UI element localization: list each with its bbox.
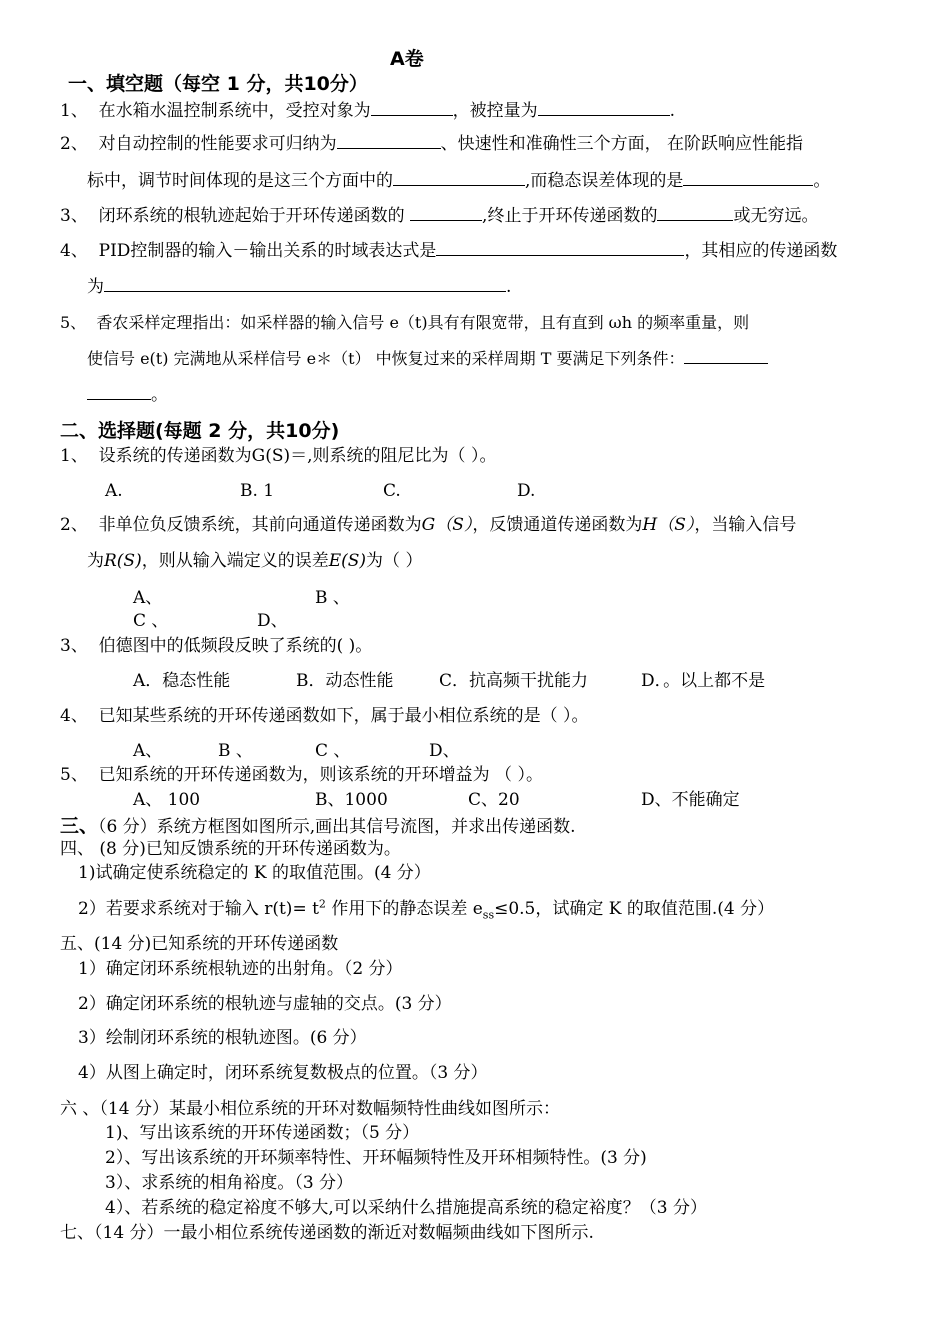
section-3: [60, 815, 576, 838]
option-c[interactable]: C、20: [468, 790, 520, 810]
option-d[interactable]: D、: [257, 611, 288, 631]
q-text: 使信号 e(t) 完满地从采样信号 e＊（t） 中恢复过来的采样周期 T 要满足下列条件：: [87, 349, 685, 368]
s1-q5: [60, 312, 749, 334]
answer-blank[interactable]: [393, 170, 525, 186]
option-d[interactable]: D、不能确定: [641, 790, 740, 810]
q-text: 。: [151, 385, 168, 405]
s5-item: 4）从图上确定时，闭环系统复数极点的位置。（3 分）: [78, 1063, 488, 1083]
q-text: ,终止于开环传递函数的: [482, 206, 658, 226]
answer-blank[interactable]: [538, 100, 670, 116]
section-2-heading: 二、选择题(每题 2 分，共10分): [60, 420, 340, 442]
q-number: 2、: [60, 134, 88, 154]
option-b[interactable]: B. 1: [240, 481, 275, 501]
answer-blank[interactable]: [371, 100, 453, 116]
q-number: 5、: [60, 313, 87, 332]
q-text: 非单位负反馈系统，其前向通道传递函数为: [98, 515, 422, 535]
subscript: ss: [482, 908, 495, 922]
q-text: ，则从输入端定义的误差: [141, 551, 329, 571]
q-text: ，当输入信号: [694, 515, 797, 535]
q-text: H（S）: [642, 515, 695, 535]
q-number: 5、: [60, 765, 88, 785]
option-a[interactable]: A.: [105, 481, 123, 501]
option-b[interactable]: B．动态性能: [296, 671, 394, 691]
answer-blank[interactable]: [104, 276, 506, 292]
s6-item: 3）、求系统的相角裕度。（3 分）: [105, 1173, 354, 1193]
option-a[interactable]: A、: [133, 741, 163, 761]
q-number: 1、: [60, 446, 88, 466]
q-text: .: [669, 101, 676, 121]
q-text: ,而稳态误差体现的是: [525, 171, 684, 191]
answer-blank[interactable]: [657, 205, 733, 221]
option-b[interactable]: B 、: [218, 741, 253, 761]
answer-blank[interactable]: [337, 133, 441, 149]
option-c[interactable]: C．抗高频干扰能力: [439, 671, 589, 691]
answer-blank[interactable]: [436, 240, 684, 256]
q-number: 4、: [60, 241, 88, 261]
s5-item: 3）绘制闭环系统的根轨迹图。(6 分）: [78, 1028, 367, 1048]
s4-q1: 1)试确定使系统稳定的 K 的取值范围。(4 分）: [78, 863, 431, 883]
answer-blank[interactable]: [87, 384, 151, 400]
q-text: ，其相应的传递函数: [684, 241, 838, 261]
s2-q4: [60, 705, 589, 727]
answer-blank[interactable]: [684, 348, 768, 364]
section-3-label: 三、: [60, 815, 99, 837]
option-c[interactable]: C.: [383, 481, 401, 501]
q-text: 或无穷远。: [733, 206, 819, 226]
q-text: 为（ ）: [366, 551, 423, 571]
q-text: 香农采样定理指出：如采样器的输入信号 e（t)具有有限宽带，且有直到 ωh 的频率重量，则: [96, 313, 750, 332]
option-b[interactable]: B 、: [315, 588, 350, 608]
q-text: 已知系统的开环传递函数为，则该系统的开环增益为 （ ）。: [98, 765, 543, 785]
s5-item: 2）确定闭环系统的根轨迹与虚轴的交点。(3 分）: [78, 994, 452, 1014]
q-text: 、快速性和准确性三个方面， 在阶跃响应性能指: [440, 134, 804, 154]
s2-q2-cont: [87, 550, 422, 572]
q-text: 标中，调节时间体现的是这三个方面中的: [87, 171, 393, 191]
option-a[interactable]: A、 100: [133, 790, 201, 810]
s1-q2-cont: [87, 170, 830, 192]
s6-item: 4）、若系统的稳定裕度不够大,可以采纳什么措施提高系统的稳定裕度？（3 分）: [105, 1198, 707, 1218]
s1-q5-cont2: [87, 384, 168, 406]
q-number: 3、: [60, 206, 88, 226]
q-text: ，被控量为: [452, 101, 538, 121]
q-text: 设系统的传递函数为G(S)＝,则系统的阻尼比为（ ）。: [98, 446, 497, 466]
page-title: A卷: [390, 48, 424, 70]
option-b[interactable]: B、1000: [315, 790, 388, 810]
q-text: ≤0.5，试确定 K 的取值范围.(4 分）: [494, 899, 775, 919]
q-text: PID控制器的输入－输出关系的时域表达式是: [98, 241, 437, 261]
q-text: .: [506, 277, 512, 297]
q-text: E(S): [328, 551, 367, 571]
s1-q1: [60, 100, 675, 122]
q-number: 2、: [60, 515, 88, 535]
section-7-heading: 七、（14 分）一最小相位系统传递函数的渐近对数幅频曲线如下图所示.: [60, 1223, 594, 1243]
option-c[interactable]: C 、: [133, 611, 169, 631]
s6-item: 2）、写出该系统的开环频率特性、开环幅频特性及开环相频特性。(3 分): [105, 1148, 647, 1168]
q-text: R(S): [104, 551, 142, 571]
q-text: ，反馈通道传递函数为: [472, 515, 643, 535]
s2-q2: [60, 514, 796, 536]
s6-item: 1)、写出该系统的开环传递函数；（5 分）: [105, 1123, 420, 1143]
s2-q3: [60, 635, 372, 657]
option-c[interactable]: C 、: [315, 741, 351, 761]
s1-q4-cont: [87, 276, 511, 298]
q-text: 伯德图中的低频段反映了系统的( )。: [98, 636, 373, 656]
s5-item: 1）确定闭环系统根轨迹的出射角。（2 分）: [78, 959, 403, 979]
superscript: 2: [318, 897, 326, 911]
section-1-heading: 一、填空题（每空 1 分，共10分）: [68, 73, 368, 95]
q-text: 为: [87, 277, 104, 297]
q-text: 。: [813, 171, 831, 191]
q-number: 3、: [60, 636, 88, 656]
q-text: 作用下的静态误差 e: [325, 899, 483, 919]
q-number: 4、: [60, 706, 88, 726]
section-4-heading: 四、 (8 分)已知反馈系统的开环传递函数为。: [60, 839, 401, 859]
q-text: 在水箱水温控制系统中，受控对象为: [98, 101, 371, 121]
q-text: 已知某些系统的开环传递函数如下，属于最小相位系统的是（ ）。: [98, 706, 589, 726]
s2-q5: [60, 764, 543, 786]
q-text: G（S）: [421, 515, 473, 535]
q-number: 1、: [60, 101, 88, 121]
s4-q2: [78, 898, 774, 920]
q-text: 2）若要求系统对于输入 r(t)= t: [78, 899, 319, 919]
option-a[interactable]: A．稳态性能: [133, 671, 231, 691]
option-d[interactable]: D．。以上都不是: [641, 671, 766, 691]
section-6-heading: 六 、（14 分）某最小相位系统的开环对数幅频特性曲线如图所示：: [60, 1099, 560, 1119]
section-5-heading: 五、(14 分)已知系统的开环传递函数: [60, 934, 339, 954]
q-text: 为: [87, 551, 104, 571]
s1-q2: [60, 133, 803, 155]
s2-q1: [60, 445, 496, 467]
section-3-text: （6 分）系统方框图如图所示,画出其信号流图，并求出传递函数.: [98, 817, 576, 837]
s1-q3: [60, 205, 818, 227]
s1-q4: [60, 240, 837, 262]
s1-q5-cont: [87, 348, 768, 370]
q-text: 闭环系统的根轨迹起始于开环传递函数的: [98, 206, 411, 226]
option-d[interactable]: D、: [429, 741, 460, 761]
q-text: 对自动控制的性能要求可归纳为: [98, 134, 337, 154]
answer-blank[interactable]: [683, 170, 813, 186]
answer-blank[interactable]: [410, 205, 482, 221]
option-a[interactable]: A、: [133, 588, 163, 608]
option-d[interactable]: D.: [517, 481, 536, 501]
